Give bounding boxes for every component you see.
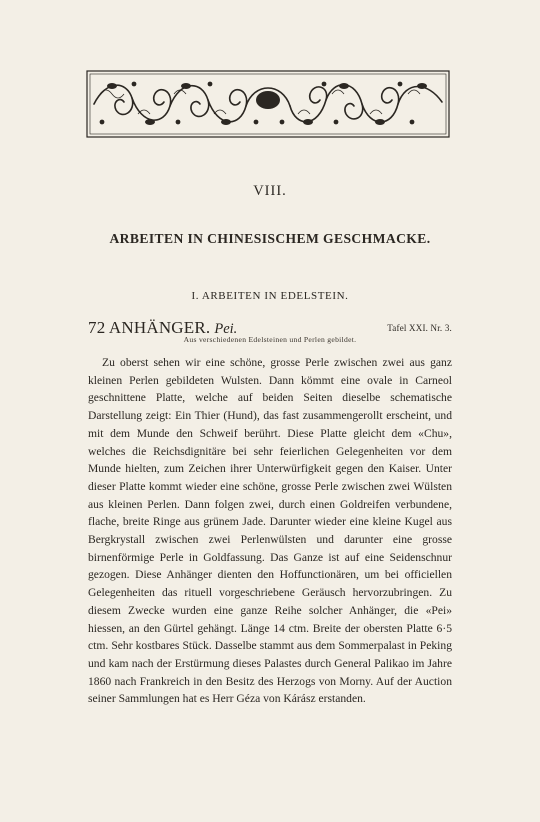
entry-number-title: 72 ANHÄNGER.: [88, 318, 211, 337]
description-paragraph: Zu oberst sehen wir eine schöne, grosse Perle zwischen zwei aus ganz kleinen Perlen gebildeten Wulsten. Dann kömmt eine ovale in Carneol geschnittene Platte, welche auf beiden Seiten dieselbe schematische Darstellung zeigt: Ein Thier (Hund), das fast zusammengerollt erscheint, und mit dem Munde den Schweif berührt. Diese Platte gleicht dem «Chu», welches die Reichsdignitäre bei sehr feierlichen Gelegenheiten vor dem Munde hielten, zum Zeichen ihrer Unterwürfigkeit gegen den Kaiser. Unter dieser Platte kommt wieder eine schöne, grosse Perle zwischen zwei Wülsten aus kleinen Perlen. Dann folgen zwei, durch einen Goldreifen verbundene, flache, breite Ringe aus grünem Jade. Darunter wieder eine kleine Kugel aus Bergkrystall zwischen zwei Perlenwülsten und darunter eine grosse birnenförmige Perle in Goldfassung. Das Ganze ist auf eine Seidenschnur gezogen. Diese Anhänger dienten den Hoffunctionären, um bei officiellen Gelegenheiten das rituell vorgeschriebene Geräusch hervorzubringen. Zu diesem Zwecke wurden eine ganze Reihe solcher Anhänger, die «Pei» hiessen, an den Gürtel gehängt. Länge 14 ctm. Breite der obersten Platte 6·5 ctm. Sehr kostbares Stück. Dasselbe stammt aus dem Sommerpalast in Peking und kam nach der Erstürmung dieses Palastes durch General Palikao im Jahre 1860 nach Frankreich in den Besitz des Herzogs von Morny. Auf der Auction seiner Sammlungen hat es Herr Géza von Kárász erstanden.: [88, 356, 452, 706]
chapter-number: VIII.: [253, 183, 287, 199]
entry-name: Pei.: [214, 321, 238, 337]
entry-subtitle: Aus verschiedenen Edelsteinen und Perlen gebildet.: [183, 335, 357, 344]
entry-description: [88, 354, 452, 708]
chapter-title: ARBEITEN IN CHINESISCHEM GESCHMACKE.: [109, 231, 431, 246]
section-title: I. ARBEITEN IN EDELSTEIN.: [191, 290, 349, 302]
plate-reference: Tafel XXI. Nr. 3.: [387, 323, 452, 333]
floral-scroll-ornament-icon: [86, 70, 450, 138]
